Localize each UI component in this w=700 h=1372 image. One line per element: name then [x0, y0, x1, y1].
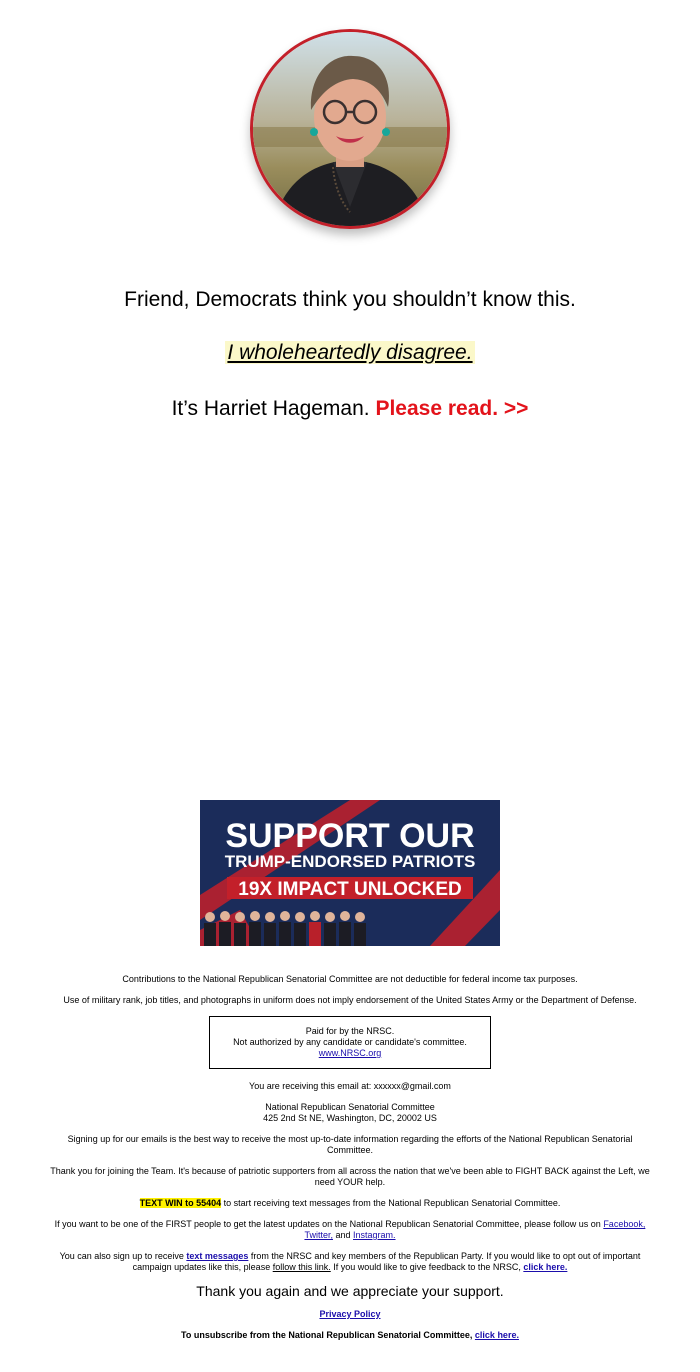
thanks-team: Thank you for joining the Team. It's because of patriotic supporters from all across the nation that we've been able to FIGHT BACK against the Left, we need YOUR help.	[50, 1166, 650, 1187]
sms-mid: from the NRSC and key members of the Republican Party. If you would like to opt out of important campaign updates like this, please	[132, 1251, 641, 1272]
footer	[50, 974, 650, 1351]
unsubscribe-link[interactable]: click here.	[474, 1330, 519, 1340]
org-address: 425 2nd St NE, Washington, DC, 20002 US	[263, 1113, 437, 1123]
paid-line2: Not authorized by any candidate or candidate's committee.	[233, 1037, 467, 1047]
facebook-link[interactable]: Facebook,	[603, 1219, 646, 1229]
paid-line1: Paid for by the NRSC.	[305, 1026, 395, 1036]
disagree-link[interactable]: I wholeheartedly disagree.	[227, 341, 473, 364]
receiving-email: You are receiving this email at: xxxxxx@gmail.com	[249, 1081, 451, 1091]
signup-text: Signing up for our emails is the best way to receive the most up-to-date information regarding the efforts of the National Republican Senatorial Committee.	[67, 1134, 633, 1155]
text-messages-link[interactable]: text messages	[186, 1251, 249, 1261]
org-name: National Republican Senatorial Committee	[265, 1102, 435, 1112]
sms-pre: You can also sign up to receive	[59, 1251, 187, 1261]
banner-line3: 19X IMPACT UNLOCKED	[238, 879, 462, 900]
text-win-highlight: TEXT WIN to 55404	[139, 1198, 222, 1208]
candidate-portrait	[250, 29, 450, 229]
unsub-text: To unsubscribe from the National Republican Senatorial Committee,	[181, 1330, 475, 1340]
military-notice: Use of military rank, job titles, and photographs in uniform does not imply endorsement of the United States Army or the Department of Defense.	[63, 995, 637, 1005]
intro-text: It’s Harriet Hageman.	[171, 397, 376, 420]
tax-notice: Contributions to the National Republican Senatorial Committee are not deductible for federal income tax purposes.	[122, 974, 578, 984]
sms-line	[50, 1251, 650, 1273]
thanks-again: Thank you again and we appreciate your support.	[196, 1283, 504, 1299]
feedback-text: If you would like to give feedback to the NRSC,	[330, 1262, 524, 1272]
follow-line	[50, 1219, 650, 1241]
org-info	[50, 1102, 650, 1124]
nrsc-site-link[interactable]: www.NRSC.org	[318, 1048, 382, 1058]
and-text: and	[332, 1230, 353, 1240]
feedback-link[interactable]: click here.	[523, 1262, 568, 1272]
headline: Friend, Democrats think you shouldn’t know this.	[124, 288, 576, 311]
please-read-link[interactable]: Please read. >>	[375, 397, 529, 420]
banner-people	[204, 911, 366, 946]
privacy-line	[50, 1309, 650, 1320]
privacy-policy-link[interactable]: Privacy Policy	[319, 1309, 381, 1319]
text-win-rest: to start receiving text messages from the National Republican Senatorial Committee.	[221, 1198, 561, 1208]
intro-line	[0, 397, 700, 421]
candidate-photo	[253, 32, 447, 226]
opt-out-link[interactable]: follow this link.	[272, 1262, 331, 1272]
follow-text: If you want to be one of the FIRST people to get the latest updates on the National Republican Senatorial Committee, please follow us on	[54, 1219, 604, 1229]
text-win-line	[50, 1198, 650, 1209]
instagram-link[interactable]: Instagram.	[353, 1230, 396, 1240]
banner-line2: TRUMP-ENDORSED PATRIOTS	[224, 852, 476, 871]
twitter-link[interactable]: Twitter,	[304, 1230, 333, 1240]
paid-for-box	[209, 1016, 491, 1069]
disagree-line	[0, 341, 700, 365]
support-banner[interactable]	[200, 800, 500, 946]
unsubscribe-line	[50, 1330, 650, 1341]
banner-line1: SUPPORT OUR	[225, 817, 475, 855]
